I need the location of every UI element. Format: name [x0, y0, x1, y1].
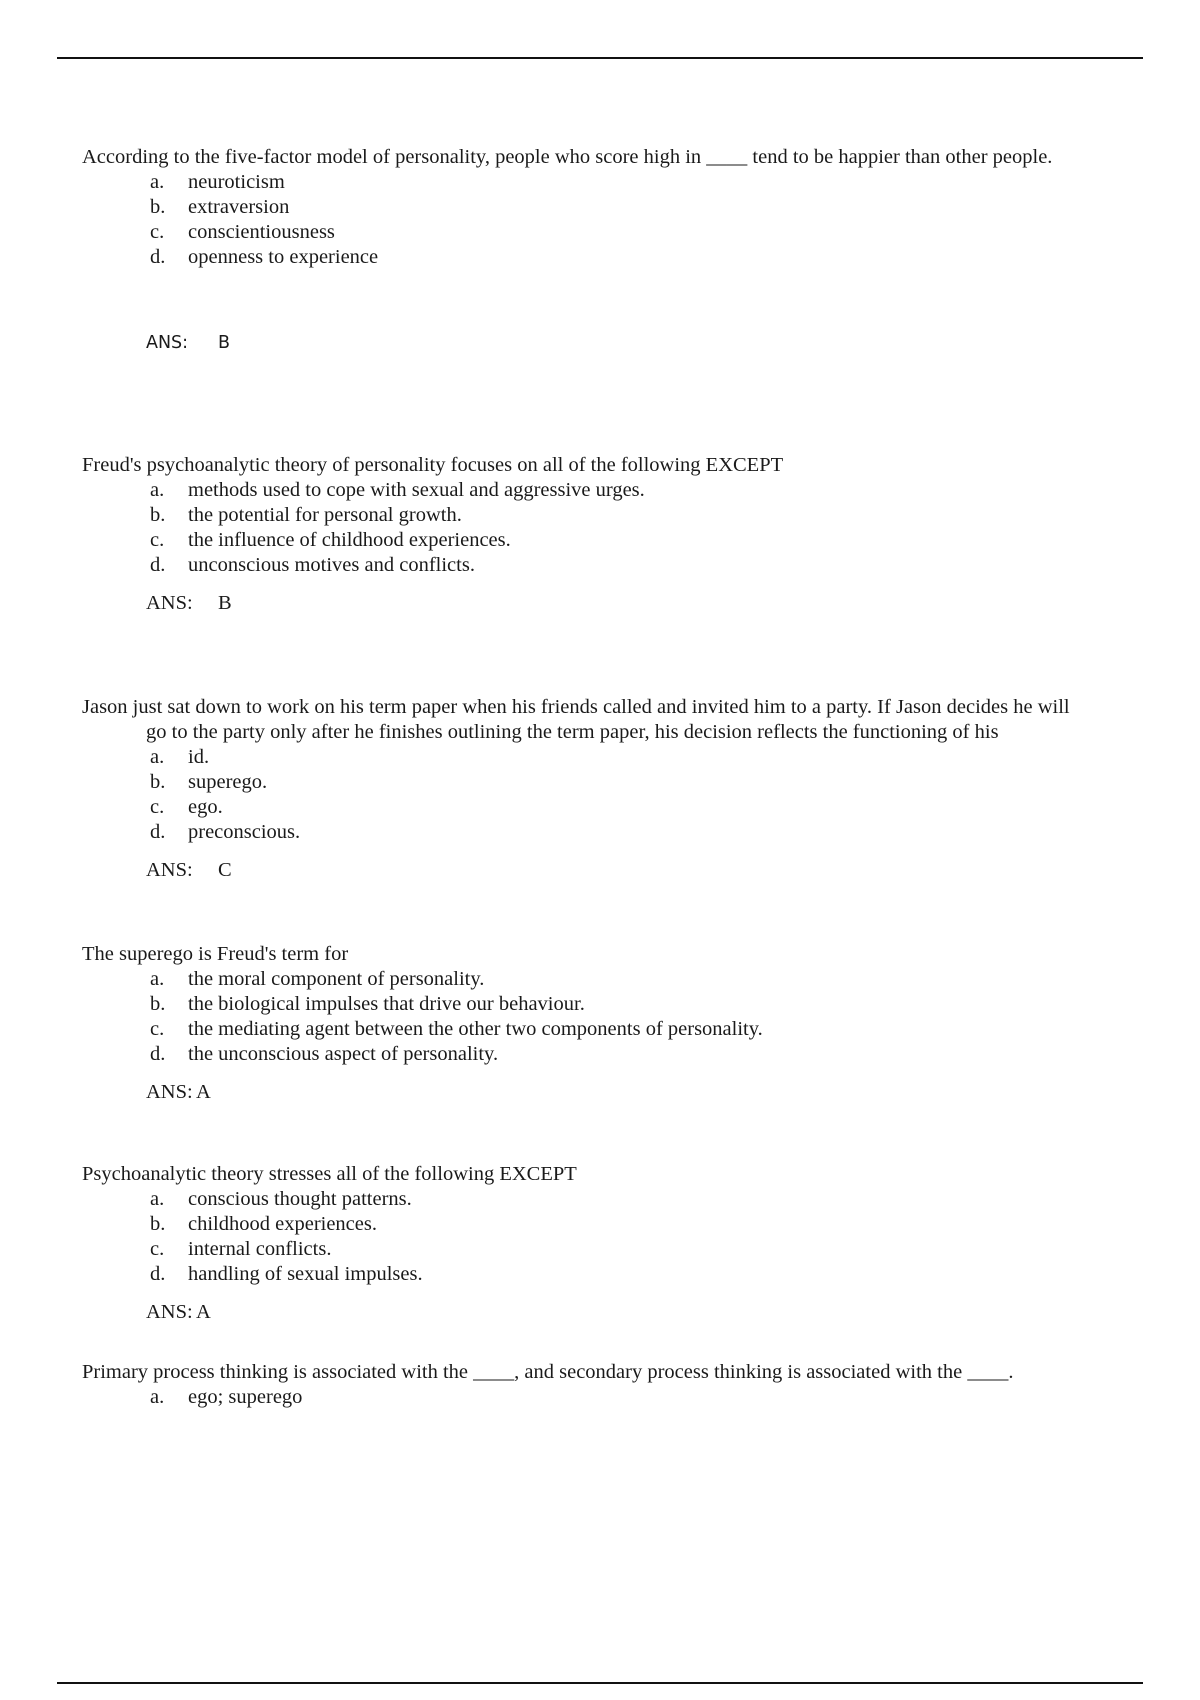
option-a: a. id.	[150, 746, 210, 768]
option-c: c. ego.	[150, 796, 223, 818]
option-d: d. unconscious motives and conflicts.	[150, 554, 475, 576]
option-a: a. conscious thought patterns.	[150, 1188, 412, 1210]
option-c: c. the influence of childhood experiences.	[150, 529, 511, 551]
answer-label: ANS:	[146, 592, 193, 614]
answer-label: ANS:	[146, 1081, 193, 1103]
answer-value: B	[218, 333, 231, 353]
option-d: d. openness to experience	[150, 246, 379, 268]
option-b: b. the potential for personal growth.	[150, 504, 462, 526]
question-stem: Psychoanalytic theory stresses all of the following EXCEPT	[82, 1163, 577, 1185]
option-list	[82, 170, 1092, 270]
option-d: d. preconscious.	[150, 821, 301, 843]
bottom-rule	[57, 1682, 1143, 1684]
question-4	[82, 942, 1092, 1105]
option-a: a. neuroticism	[150, 171, 285, 193]
option-b: b. childhood experiences.	[150, 1213, 377, 1235]
answer-label: ANS:	[146, 859, 193, 881]
option-a: a. ego; superego	[150, 1386, 303, 1408]
option-a: a. the moral component of personality.	[150, 968, 485, 990]
option-list	[82, 478, 1092, 578]
option-list	[82, 967, 1092, 1067]
option-list	[82, 745, 1092, 845]
answer-line	[82, 858, 1092, 883]
option-d: d. the unconscious aspect of personality.	[150, 1043, 499, 1065]
answer-label: ANS:	[146, 333, 189, 353]
question-stem: According to the five-factor model of personality, people who score high in ____ tend to be happier than other people.	[82, 146, 1053, 168]
option-c: c. internal conflicts.	[150, 1238, 332, 1260]
option-b: b. the biological impulses that drive our behaviour.	[150, 993, 585, 1015]
option-b: b. superego.	[150, 771, 268, 793]
answer-label: ANS:	[146, 1301, 193, 1323]
question-6	[82, 1360, 1092, 1410]
question-3	[82, 695, 1092, 883]
answer-value: C	[218, 859, 232, 881]
answer-value: A	[196, 1301, 211, 1323]
option-b: b. extraversion	[150, 196, 290, 218]
answer-line	[82, 1300, 1092, 1325]
answer-line	[82, 331, 1092, 356]
option-d: d. handling of sexual impulses.	[150, 1263, 423, 1285]
option-a: a. methods used to cope with sexual and aggressive urges.	[150, 479, 645, 501]
question-2	[82, 453, 1092, 616]
option-c: c. conscientiousness	[150, 221, 335, 243]
option-list	[82, 1385, 1092, 1410]
option-c: c. the mediating agent between the other two components of personality.	[150, 1018, 763, 1040]
answer-line	[82, 1080, 1092, 1105]
question-stem: The superego is Freud's term for	[82, 943, 349, 965]
question-stem: Freud's psychoanalytic theory of personality focuses on all of the following EXCEPT	[82, 454, 784, 476]
answer-value: A	[196, 1081, 211, 1103]
top-rule	[57, 57, 1143, 59]
question-1	[82, 145, 1092, 356]
answer-value: B	[218, 592, 232, 614]
question-5	[82, 1162, 1092, 1325]
question-stem: Primary process thinking is associated with the ____, and secondary process thinking is associated with the ____.	[82, 1361, 1014, 1383]
option-list	[82, 1187, 1092, 1287]
answer-line	[82, 591, 1092, 616]
question-stem: Jason just sat down to work on his term paper when his friends called and invited him to a party. If Jason decides he will go to the party only after he finishes outlining the term paper, his decision reflects the functioning of his	[82, 696, 1070, 743]
